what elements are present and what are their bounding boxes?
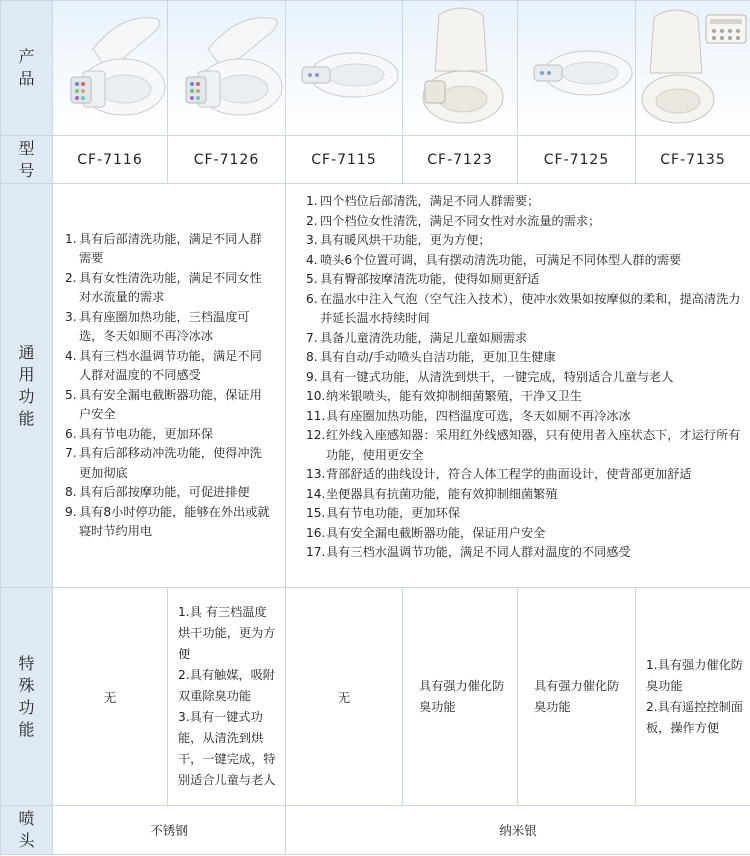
row-label-model: 型 号 [1, 136, 53, 184]
common-features-left [53, 184, 286, 588]
nozzle-row [1, 806, 750, 855]
common-right-item-number: 7. [306, 330, 318, 345]
common-right-item-number: 13. [306, 467, 326, 481]
nozzle-stainless: 不锈钢 [53, 806, 286, 855]
model-cf7116: CF-7116 [53, 136, 168, 184]
common-right-item-text: 四个档位女性清洗，满足不同女性对水流量的需求； [320, 213, 601, 228]
common-right-item [306, 426, 742, 465]
common-right-item-text: 具有臀部按摩清洗功能，使得如厕更舒适 [320, 272, 540, 286]
common-left-item-text: 具有后部按摩功能，可促进排便 [79, 485, 250, 499]
common-right-item-text: 具有安全漏电截断器功能，保证用户安全 [326, 525, 546, 540]
common-right-item-text: 红外线入座感知器：采用红外线感知器，只有使用者入座状态下，才运行所有功能，使用更安全 [326, 428, 741, 462]
common-features-right [286, 184, 750, 588]
common-left-item-number: 6. [65, 426, 77, 441]
common-right-item-text: 具有座圈加热功能，四档温度可选，冬天如厕不再冷冰冰 [326, 408, 631, 423]
common-right-item [306, 387, 742, 407]
common-right-item-number: 5. [306, 272, 318, 286]
common-right-item [306, 407, 742, 427]
common-features-left-list [65, 230, 279, 542]
model-row [1, 136, 750, 184]
common-right-item-text: 喷头6个位置可调，具有摆动清洗功能，可满足不同体型人群的需要 [320, 252, 682, 267]
model-cf7123: CF-7123 [403, 136, 518, 184]
common-right-item [306, 465, 742, 485]
special-cf7123: 具有强力催化防臭功能 [403, 588, 518, 806]
common-right-item [306, 524, 742, 544]
row-label-nozzle: 喷 头 [1, 806, 53, 855]
special-cf7126: 1.具 有三档温度烘干功能，更为方便 2.具有触媒，吸附双重除臭功能 3.具有一键式功能，从清洗到烘干，一键完成，特别适合儿童与老人 [168, 588, 286, 806]
product-image-cf7115 [286, 1, 403, 136]
common-left-item [65, 483, 271, 503]
common-right-item-text: 四个档位后部清洗，满足不同人群需要； [320, 194, 540, 208]
common-left-item-text: 具有座圈加热功能，三档温度可选，冬天如厕不再冷冰冰 [79, 309, 250, 343]
common-left-item-text: 具有三档水温调节功能，满足不同人群对温度的不同感受 [79, 348, 262, 382]
common-right-item-text: 具备儿童清洗功能，满足儿童如厕需求 [320, 330, 528, 345]
common-left-item-number: 2. [65, 270, 77, 285]
common-right-item [306, 368, 742, 388]
common-right-item-number: 2. [306, 213, 318, 228]
common-right-item-number: 3. [306, 233, 318, 247]
common-left-item-number: 5. [65, 387, 77, 402]
common-right-item-number: 1. [306, 194, 318, 208]
common-features-right-list [306, 192, 750, 563]
product-row [1, 1, 750, 136]
row-label-common: 通 用 功 能 [1, 184, 53, 588]
common-right-item-number: 8. [306, 350, 318, 364]
common-right-item [306, 231, 742, 251]
common-right-item [306, 251, 742, 271]
common-right-item [306, 212, 742, 232]
common-right-item-text: 具有节电功能，更加环保 [326, 506, 461, 520]
common-left-item-text: 具有后部清洗功能，满足不同人群需要 [79, 231, 262, 265]
common-left-item [65, 503, 271, 542]
special-cf7135: 1.具有强力催化防臭功能 2.具有遥控控制面板，操作方便 [636, 588, 750, 806]
common-left-item-text: 具有节电功能，更加环保 [79, 426, 214, 441]
common-right-item [306, 192, 742, 212]
common-left-item [65, 230, 271, 269]
common-right-item-text: 坐便器具有抗菌功能，能有效抑制细菌繁殖 [326, 486, 558, 501]
common-right-item-number: 6. [306, 291, 318, 306]
common-left-item-number: 7. [65, 446, 77, 460]
common-left-item [65, 347, 271, 386]
common-right-item [306, 348, 742, 368]
model-cf7125: CF-7125 [518, 136, 636, 184]
common-left-item-text: 具有8小时停功能，能够在外出或就寝时节约用电 [79, 504, 270, 538]
common-right-item [306, 290, 742, 329]
common-right-item [306, 504, 742, 524]
common-right-item [306, 329, 742, 349]
common-right-item-text: 具有三档水温调节功能，满足不同人群对温度的不同感受 [326, 545, 631, 559]
row-label-product: 产 品 [1, 1, 53, 136]
special-features-row [1, 588, 750, 806]
common-right-item [306, 543, 742, 563]
common-left-item-number: 9. [65, 504, 77, 519]
special-cf7125: 具有强力催化防臭功能 [518, 588, 636, 806]
common-right-item-number: 9. [306, 369, 318, 384]
special-cf7116: 无 [53, 588, 168, 806]
model-cf7135: CF-7135 [636, 136, 750, 184]
product-image-cf7125 [518, 1, 636, 136]
common-right-item [306, 485, 742, 505]
common-left-item [65, 425, 271, 445]
common-right-item-number: 14. [306, 486, 326, 501]
common-left-item-text: 具有后部移动冲洗功能，使得冲洗更加彻底 [79, 446, 262, 480]
common-right-item-text: 具有一键式功能，从清洗到烘干，一键完成，特别适合儿童与老人 [320, 369, 674, 384]
common-right-item-number: 15. [306, 506, 326, 520]
common-right-item-text: 在温水中注入气泡（空气注入技术），使冲水效果如按摩似的柔和，提高清洗力并延长温水持续时间 [320, 291, 741, 325]
common-left-item-number: 8. [65, 485, 77, 499]
common-right-item-number: 10. [306, 389, 326, 403]
model-cf7126: CF-7126 [168, 136, 286, 184]
common-left-item-text: 具有女性清洗功能，满足不同女性对水流量的需求 [79, 270, 262, 304]
common-right-item-text: 背部舒适的曲线设计，符合人体工程学的曲面设计，使背部更加舒适 [326, 467, 692, 481]
common-left-item-text: 具有安全漏电截断器功能，保证用户安全 [79, 387, 262, 421]
common-right-item-text: 纳米银喷头，能有效抑制细菌繁殖，干净又卫生 [326, 389, 582, 403]
common-right-item-text: 具有暖风烘干功能，更为方便； [320, 233, 491, 247]
common-left-item [65, 386, 271, 425]
special-cf7115: 无 [286, 588, 403, 806]
common-right-item-text: 具有自动/手动喷头自洁功能，更加卫生健康 [320, 350, 556, 364]
nozzle-nano-silver: 纳米银 [286, 806, 750, 855]
common-left-item-number: 4. [65, 348, 77, 363]
common-left-item [65, 444, 271, 483]
common-features-row [1, 184, 750, 588]
common-right-item [306, 270, 742, 290]
common-left-item [65, 269, 271, 308]
product-image-cf7126 [168, 1, 286, 136]
model-cf7115: CF-7115 [286, 136, 403, 184]
common-right-item-number: 17. [306, 545, 326, 559]
common-right-item-number: 11. [306, 408, 326, 423]
common-left-item-number: 3. [65, 309, 77, 324]
common-right-item-number: 4. [306, 252, 318, 267]
common-right-item-number: 16. [306, 525, 326, 540]
product-image-cf7116 [53, 1, 168, 136]
row-label-special: 特 殊 功 能 [1, 588, 53, 806]
common-left-item-number: 1. [65, 231, 77, 246]
common-left-item [65, 308, 271, 347]
product-image-cf7135 [636, 1, 750, 136]
common-right-item-number: 12. [306, 428, 326, 442]
product-image-cf7123 [403, 1, 518, 136]
